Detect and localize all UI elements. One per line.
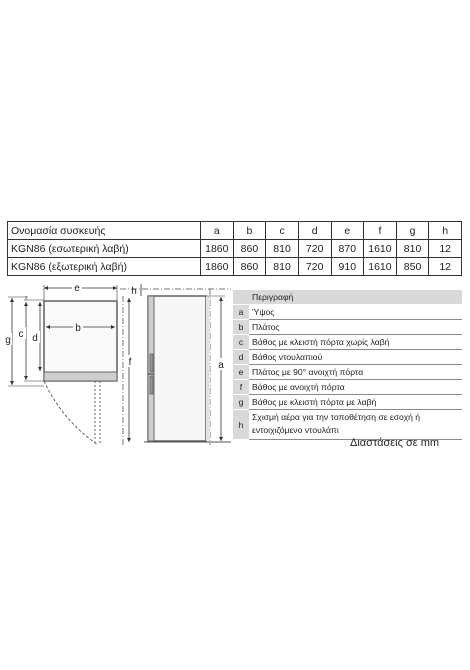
legend-header	[233, 290, 462, 305]
legend-text: Βάθος με ανοιχτή πόρτα	[249, 380, 462, 395]
table-cell: 870	[331, 240, 364, 258]
legend-row	[233, 305, 462, 320]
legend-key: f	[233, 380, 249, 395]
table-cell: 810	[266, 258, 299, 276]
legend-text: Πλάτος με 90° ανοιχτή πόρτα	[249, 365, 462, 380]
cabinet-outline	[44, 301, 117, 381]
units-note: Διαστάσεις σε mm	[350, 437, 440, 449]
legend-text: Σχισμή αέρα για την τοποθέτηση σε εσοχή ή εντοιχιζόμενο ντουλάπι	[249, 410, 462, 440]
dimension-c-label: c	[18, 329, 24, 340]
table-cell: 720	[298, 258, 331, 276]
dimension-g-label: g	[5, 335, 11, 346]
top-view-drawing	[3, 282, 123, 445]
legend-row	[233, 365, 462, 380]
fridge-dimension-drawing	[0, 282, 232, 452]
table-header-cell: a	[201, 222, 234, 240]
dimension-b-label: b	[75, 323, 81, 334]
table-header-cell: d	[298, 222, 331, 240]
legend-text: Βάθος με κλειστή πόρτα με λαβή	[249, 395, 462, 410]
table-header-cell: b	[233, 222, 266, 240]
legend-row	[233, 410, 462, 440]
table-cell: 1610	[364, 240, 397, 258]
table-header-cell: f	[364, 222, 397, 240]
legend-text: Βάθος ντουλαπιού	[249, 350, 462, 365]
dimension-d-label: d	[32, 333, 38, 344]
table-header-row	[8, 222, 462, 240]
table-cell: 1860	[201, 240, 234, 258]
legend-key: b	[233, 320, 249, 335]
handle-upper	[150, 354, 153, 372]
table-cell: 1860	[201, 258, 234, 276]
side-view-drawing	[120, 284, 231, 445]
table-cell: KGN86 (εσωτερική λαβή)	[8, 240, 201, 258]
table-cell: 810	[266, 240, 299, 258]
table-cell: 720	[298, 240, 331, 258]
table-cell: 12	[429, 240, 462, 258]
table-row	[8, 240, 462, 258]
appliance-body	[148, 296, 206, 441]
dimension-f-label: f	[128, 357, 132, 368]
table-row	[8, 258, 462, 276]
table-header-cell: e	[331, 222, 364, 240]
legend-key: a	[233, 305, 249, 320]
door-swing-arc	[44, 381, 98, 445]
table-header-cell: h	[429, 222, 462, 240]
legend-text: Πλάτος	[249, 320, 462, 335]
legend-key: c	[233, 335, 249, 350]
table-cell: 860	[233, 240, 266, 258]
dimension-e-label: e	[74, 283, 80, 294]
table-cell: 910	[331, 258, 364, 276]
legend-row	[233, 335, 462, 350]
legend-key: g	[233, 395, 249, 410]
table-cell: 810	[396, 240, 429, 258]
handle-lower	[150, 376, 153, 394]
table-cell: 850	[396, 258, 429, 276]
legend-text: Ύψος	[249, 305, 462, 320]
table-header-cell: Ονομασία συσκευής	[8, 222, 201, 240]
dimensions-table	[7, 221, 462, 275]
legend-title: Περιγραφή	[249, 290, 462, 305]
dimension-h-label: h	[131, 286, 137, 297]
legend-row	[233, 380, 462, 395]
table-cell: 12	[429, 258, 462, 276]
legend-text: Βάθος με κλειστή πόρτα χωρίς λαβή	[249, 335, 462, 350]
table-cell: 1610	[364, 258, 397, 276]
table-cell: KGN86 (εξωτερική λαβή)	[8, 258, 201, 276]
legend-row	[233, 395, 462, 410]
table-header-cell: c	[266, 222, 299, 240]
legend-table	[233, 290, 462, 435]
door-panel	[44, 372, 117, 381]
legend-row	[233, 350, 462, 365]
table-header-cell: g	[396, 222, 429, 240]
legend-key: e	[233, 365, 249, 380]
legend-key: h	[233, 410, 249, 440]
dimension-a-label: a	[218, 360, 224, 371]
table-cell: 860	[233, 258, 266, 276]
legend-key: d	[233, 350, 249, 365]
legend-row	[233, 320, 462, 335]
rear-gap	[206, 296, 210, 441]
